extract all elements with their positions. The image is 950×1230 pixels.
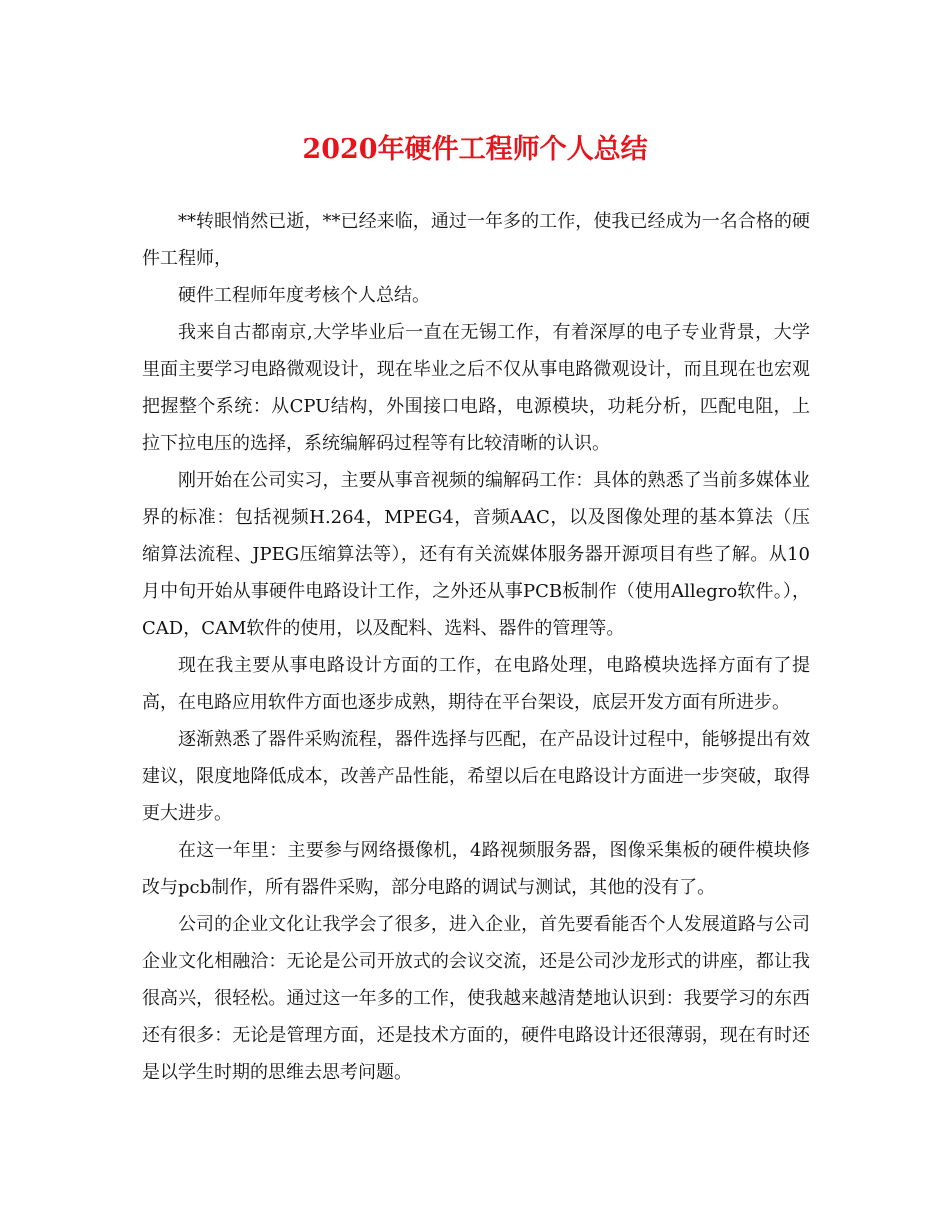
paragraph-projects: 在这一年里：主要参与网络摄像机，4路视频服务器，图像采集板的硬件模块修改与pcb制作，所有器件采购，部分电路的调试与测试，其他的没有了。 — [142, 840, 810, 898]
document-title: 2020年硬件工程师个人总结 — [302, 134, 648, 165]
paragraph-review-title: 硬件工程师年度考核个人总结。 — [178, 285, 430, 306]
paragraph-internship: 刚开始在公司实习，主要从事音视频的编解码工作：具体的熟悉了当前多媒体业界的标准：包括视频H.264，MPEG4，音频AAC，以及图像处理的基本算法（压缩算法流程、JPEG压缩算法等），还有有关流媒体服务器开源项目有些了解。从10月中旬开始从事硬件电路设计工作，之外还从事PCB板制作（使用Allegro软件。），CAD，CAM软件的使用，以及配料、选料、器件的管理等。 — [142, 470, 810, 639]
paragraph-current-work: 现在我主要从事电路设计方面的工作，在电路处理，电路模块选择方面有了提高，在电路应用软件方面也逐步成熟，期待在平台架设，底层开发方面有所进步。 — [142, 655, 810, 713]
paragraph-procurement: 逐渐熟悉了器件采购流程，器件选择与匹配，在产品设计过程中，能够提出有效建议，限度地降低成本，改善产品性能，希望以后在电路设计方面进一步突破，取得更大进步。 — [142, 729, 810, 824]
paragraph-culture: 公司的企业文化让我学会了很多，进入企业，首先要看能否个人发展道路与公司企业文化相融洽：无论是公司开放式的会议交流，还是公司沙龙形式的讲座，都让我很高兴，很轻松。通过这一年多的工作，使我越来越清楚地认识到：我要学习的东西还有很多：无论是管理方面，还是技术方面的，硬件电路设计还很薄弱，现在有时还是以学生时期的思维去思考问题。 — [142, 914, 810, 1083]
document-body — [142, 203, 810, 1091]
paragraph-background: 我来自古都南京,大学毕业后一直在无锡工作，有着深厚的电子专业背景，大学里面主要学习电路微观设计，现在毕业之后不仅从事电路微观设计，而且现在也宏观把握整个系统：从CPU结构，外围接口电路，电源模块，功耗分析，匹配电阻，上拉下拉电压的选择，系统编解码过程等有比较清晰的认识。 — [142, 322, 810, 454]
paragraph-intro: **转眼悄然已逝，**已经来临，通过一年多的工作，使我已经成为一名合格的硬件工程师， — [142, 211, 810, 269]
